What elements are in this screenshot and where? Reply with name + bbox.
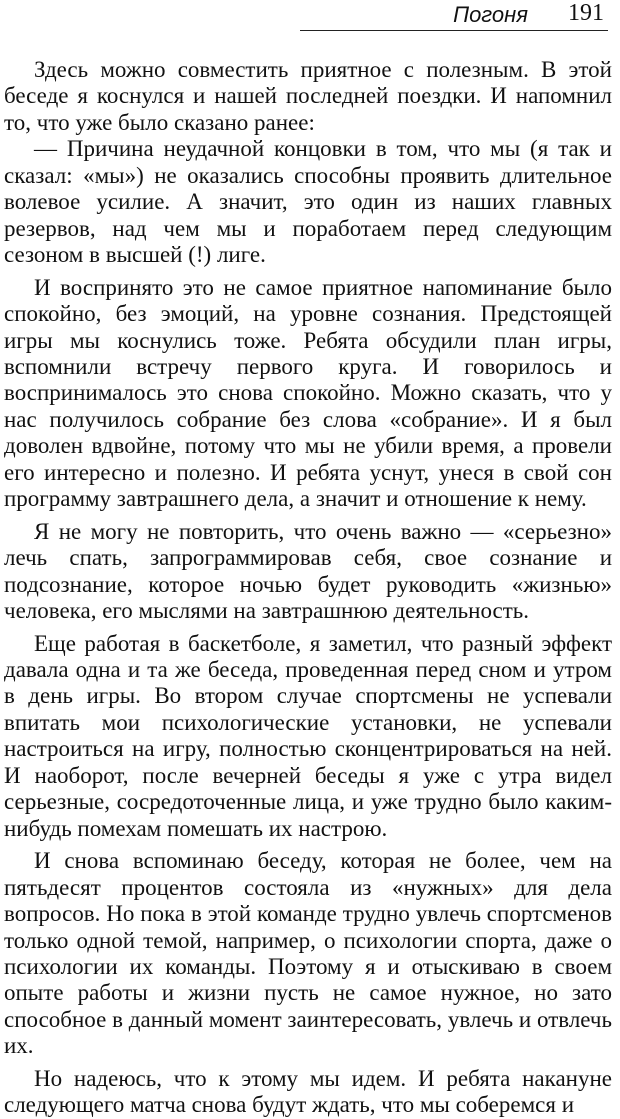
page-number: 191 (568, 0, 604, 26)
paragraph: И воспринято это не самое приятное напоминание было спокойно, без эмоций, на уровне сознания. Предстоящей игры мы коснулись тоже. Ребята обсудили план игры, вспомнили встречу первого круга. И говорилось и воспринималось это снова спокойно. Можно сказать, что у нас получилось собрание без слова «собрание». И я был доволен вдвойне, потому что мы не убили время, а провели его интересно и полезно. И ребята уснут, унеся в свой сон программу завтрашнего дела, а значит и отношение к нему. (4, 274, 612, 512)
body-text (4, 57, 612, 1119)
paragraph: — Причина неудачной концовки в том, что мы (я так и сказал: «мы») не оказались способны проявить длительное волевое усилие. А значит, это один из наших главных резервов, над чем мы и поработаем перед следующим сезоном в высшей (!) лиге. (4, 136, 612, 268)
paragraph: Еще работая в баскетболе, я заметил, что разный эффект давала одна и та же беседа, проведенная перед сном и утром в день игры. Во втором случае спортсмены не успевали впитать мои психологические установки, не успевали настроиться на игру, полностью сконцентрироваться на ней. И наоборот, после вечерней беседы я уже с утра видел серьезные, сосредоточенные лица, и уже трудно было каким-нибудь помехам помешать их настрою. (4, 630, 612, 841)
paragraph: Я не могу не повторить, что очень важно — «серьезно» лечь спать, запрограммировав себя, свое сознание и подсознание, которое ночью будет руководить «жизнью» человека, его мыслями на завтрашнюю деятельность. (4, 518, 612, 624)
running-header (300, 0, 608, 31)
paragraph: Здесь можно совместить приятное с полезным. В этой беседе я коснулся и нашей последней поездки. И напомнил то, что уже было сказано ранее: (4, 57, 612, 135)
paragraph: И снова вспоминаю беседу, которая не более, чем на пятьдесят процентов состояла из «нужных» для дела вопросов. Но пока в этой команде трудно увлечь спортсменов только одной темой, например, о психологии спорта, даже о психологии их команды. Поэтому я и отыскиваю в своем опыте работы и жизни пусть не самое нужное, но зато способное в данный момент заинтересовать, увлечь и отвлечь их. (4, 848, 612, 1059)
running-title: Погоня (453, 2, 528, 27)
paragraph: Но надеюсь, что к этому мы идем. И ребята накануне следующего матча снова будут ждать, что мы соберемся и (4, 1065, 612, 1118)
